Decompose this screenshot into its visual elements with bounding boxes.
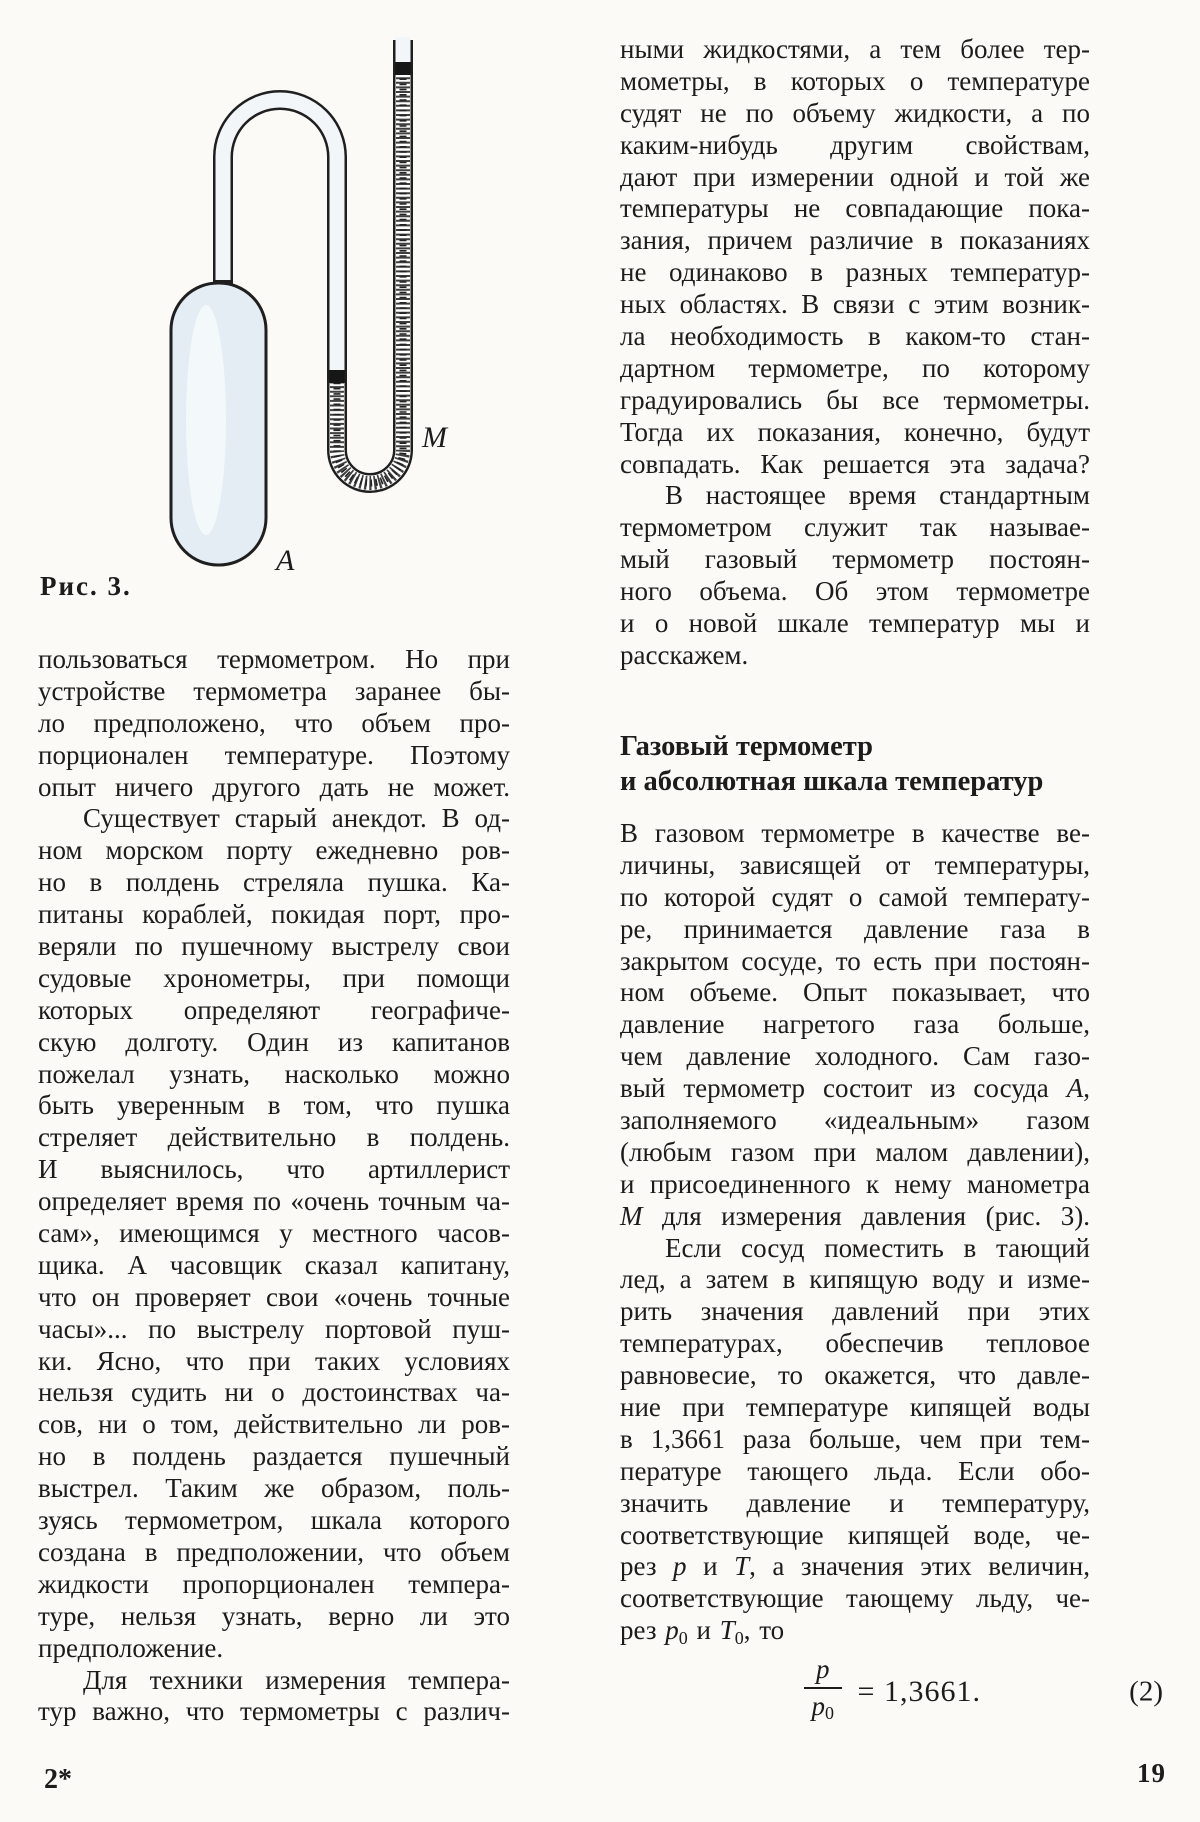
text-line: которых определяют географиче-	[38, 994, 510, 1025]
text-line: (любым газом при малом давлении),	[620, 1136, 1090, 1167]
text-line: лед, а затем в кипящую воду и изме-	[620, 1264, 1090, 1295]
text-line: судят не по объему жидкости, а по	[620, 97, 1090, 128]
text-line: веряли по пушечному выстрелу свои	[38, 931, 510, 962]
text-line: Тогда их показания, конечно, будут	[620, 416, 1090, 447]
text-line: питаны кораблей, покидая порт, про-	[38, 899, 510, 930]
text-line: И выяснилось, что артиллерист	[38, 1154, 510, 1185]
text-line: каким-нибудь другим свойствам,	[620, 129, 1090, 160]
text-line: расскажем.	[620, 639, 749, 670]
text-line: Для техники измерения темпера-	[83, 1664, 510, 1695]
text-line: сов, ни о том, действительно ли ров-	[38, 1409, 510, 1440]
text-line: термометром служит так называе-	[620, 512, 1090, 543]
figure-caption: Рис. 3.	[40, 571, 132, 601]
text-line: градуировались бы все термометры.	[620, 384, 1090, 415]
left-column	[38, 644, 510, 1728]
equation-number: (2)	[1129, 1675, 1163, 1707]
text-line: но в полдень раздается пушечный	[38, 1441, 510, 1472]
text-line: нельзя судить ни о достоинствах ча-	[38, 1377, 510, 1408]
equation-2	[620, 1656, 1165, 1727]
text-line: ными жидкостями, а тем более тер-	[620, 34, 1090, 64]
text-line: тур важно, что термометры с различ-	[38, 1696, 510, 1727]
text-line: вый термометр состоит из сосуда А,	[620, 1073, 1090, 1104]
text-line: соответствующие тающему льду, че-	[620, 1583, 1090, 1614]
section-heading-line-1: Газовый термометр	[620, 731, 873, 762]
text-line: что он проверяет свои «очень точные	[38, 1281, 510, 1312]
text-line: мометры, в которых о температуре	[620, 65, 1090, 96]
fraction-denominator: $p_0$	[811, 1691, 835, 1723]
text-line: ки. Ясно, что при таких условиях	[38, 1345, 510, 1376]
text-line: определяет время по «очень точным ча-	[38, 1186, 510, 1217]
text-line: В настоящее время стандартным	[665, 480, 1090, 511]
text-line: В газовом термометре в качестве ве-	[620, 818, 1090, 848]
text-line: зуясь термометром, шкала которого	[38, 1505, 510, 1536]
text-line: М для измерения давления (рис. 3).	[620, 1200, 1090, 1231]
text-line: заполняемого «идеальным» газом	[620, 1105, 1090, 1136]
text-line: опыт ничего другого дать не может.	[38, 771, 510, 802]
text-line: предположение.	[38, 1632, 224, 1663]
text-line: туре, нельзя узнать, верно ли это	[38, 1600, 510, 1631]
text-line: часы»... по выстрелу портовой пуш-	[38, 1313, 510, 1344]
text-line: пературе тающего льда. Если обо-	[620, 1455, 1090, 1486]
text-line: порционален температуре. Поэтому	[38, 739, 510, 770]
text-line: Существует старый анекдот. В од-	[83, 803, 510, 834]
text-line: но в полдень стреляла пушка. Ка-	[38, 867, 510, 898]
text-line: чем давление холодного. Сам газо-	[620, 1041, 1090, 1072]
text-line: выстрел. Таким же образом, поль-	[38, 1473, 510, 1504]
gas-thermometer-diagram	[0, 0, 520, 640]
text-line: судовые хронометры, при помощи	[38, 962, 510, 993]
text-line: зания, причем различие в показаниях	[620, 225, 1090, 256]
text-line: дают при измерении одной и той же	[620, 161, 1090, 192]
text-line: создана в предположении, что объем	[38, 1536, 510, 1567]
text-line: температурах, обеспечив тепловое	[620, 1328, 1090, 1359]
signature-mark: 2*	[44, 1764, 72, 1795]
bulb-label-a: A	[276, 544, 295, 577]
text-line: рить значения давлений при этих	[620, 1296, 1090, 1327]
text-line: скую долготу. Один из капитанов	[38, 1026, 510, 1057]
text-line: соответствующие кипящей воде, че-	[620, 1519, 1090, 1550]
text-line: Если сосуд поместить в тающий	[665, 1232, 1090, 1263]
text-line: не одинаково в разных температур-	[620, 257, 1090, 288]
fraction-numerator: p	[804, 1656, 842, 1689]
text-line: и присоединенного к нему манометра	[620, 1168, 1090, 1199]
text-line: личины, зависящей от температуры,	[620, 849, 1090, 880]
text-line: щика. А часовщик сказал капитану,	[38, 1249, 510, 1280]
text-line: быть уверенным в том, что пушка	[38, 1090, 510, 1121]
text-line: рез $p_0$ и $T_0$, то	[620, 1615, 785, 1649]
text-line: ном морском порту ежедневно ров-	[38, 835, 510, 866]
gas-thermometer-figure	[0, 0, 520, 640]
text-line: ного объема. Об этом термометре	[620, 576, 1090, 607]
text-line: дартном термометре, по которому	[620, 352, 1090, 383]
text-line: значить давление и температуру,	[620, 1487, 1090, 1518]
text-line: в 1,3661 раза больше, чем при тем-	[620, 1423, 1090, 1454]
section-heading	[620, 729, 1090, 799]
text-line: пользоваться термометром. Но при	[38, 644, 510, 674]
text-line: рез p и T, а значения этих величин,	[620, 1551, 1090, 1582]
text-line: закрытом сосуде, то есть при постоян-	[620, 945, 1090, 976]
right-column-body	[620, 818, 1090, 1647]
text-line: мый газовый термометр постоян-	[620, 544, 1090, 575]
text-line: ре, принимается давление газа в	[620, 913, 1090, 944]
text-line: ло предположено, что объем про-	[38, 707, 510, 738]
text-line: по которой судят о самой температу-	[620, 881, 1090, 912]
text-line: ном объеме. Опыт показывает, что	[620, 977, 1090, 1008]
section-heading-line-2: и абсолютная шкала температур	[620, 766, 1044, 797]
equation-value: = 1,3661.	[857, 1674, 981, 1708]
text-line: совпадать. Как решается эта задача?	[620, 448, 1090, 479]
fraction-p-over-p0	[804, 1656, 842, 1727]
text-line: ла необходимость в каком-то стан-	[620, 321, 1090, 352]
text-line: пожелал узнать, насколько можно	[38, 1058, 510, 1089]
manometer-label-m: M	[422, 421, 447, 454]
text-line: стреляет действительно в полдень.	[38, 1122, 510, 1153]
bulb-highlight	[186, 305, 226, 535]
text-line: температуры не совпадающие пока-	[620, 193, 1090, 224]
text-line: жидкости пропорционален темпера-	[38, 1568, 510, 1599]
right-column-intro	[620, 34, 1090, 672]
text-line: давление нагретого газа больше,	[620, 1009, 1090, 1040]
text-line: ных областях. В связи с этим возник-	[620, 289, 1090, 320]
text-line: сам», имеющимся у местного часов-	[38, 1218, 510, 1249]
page-number: 19	[1137, 1758, 1166, 1788]
text-line: устройстве термометра заранее бы-	[38, 675, 510, 706]
text-line: равновесие, то окажется, что давле-	[620, 1360, 1090, 1391]
text-line: и о новой шкале температур мы и	[620, 608, 1090, 639]
text-line: ние при температуре кипящей воды	[620, 1392, 1090, 1423]
